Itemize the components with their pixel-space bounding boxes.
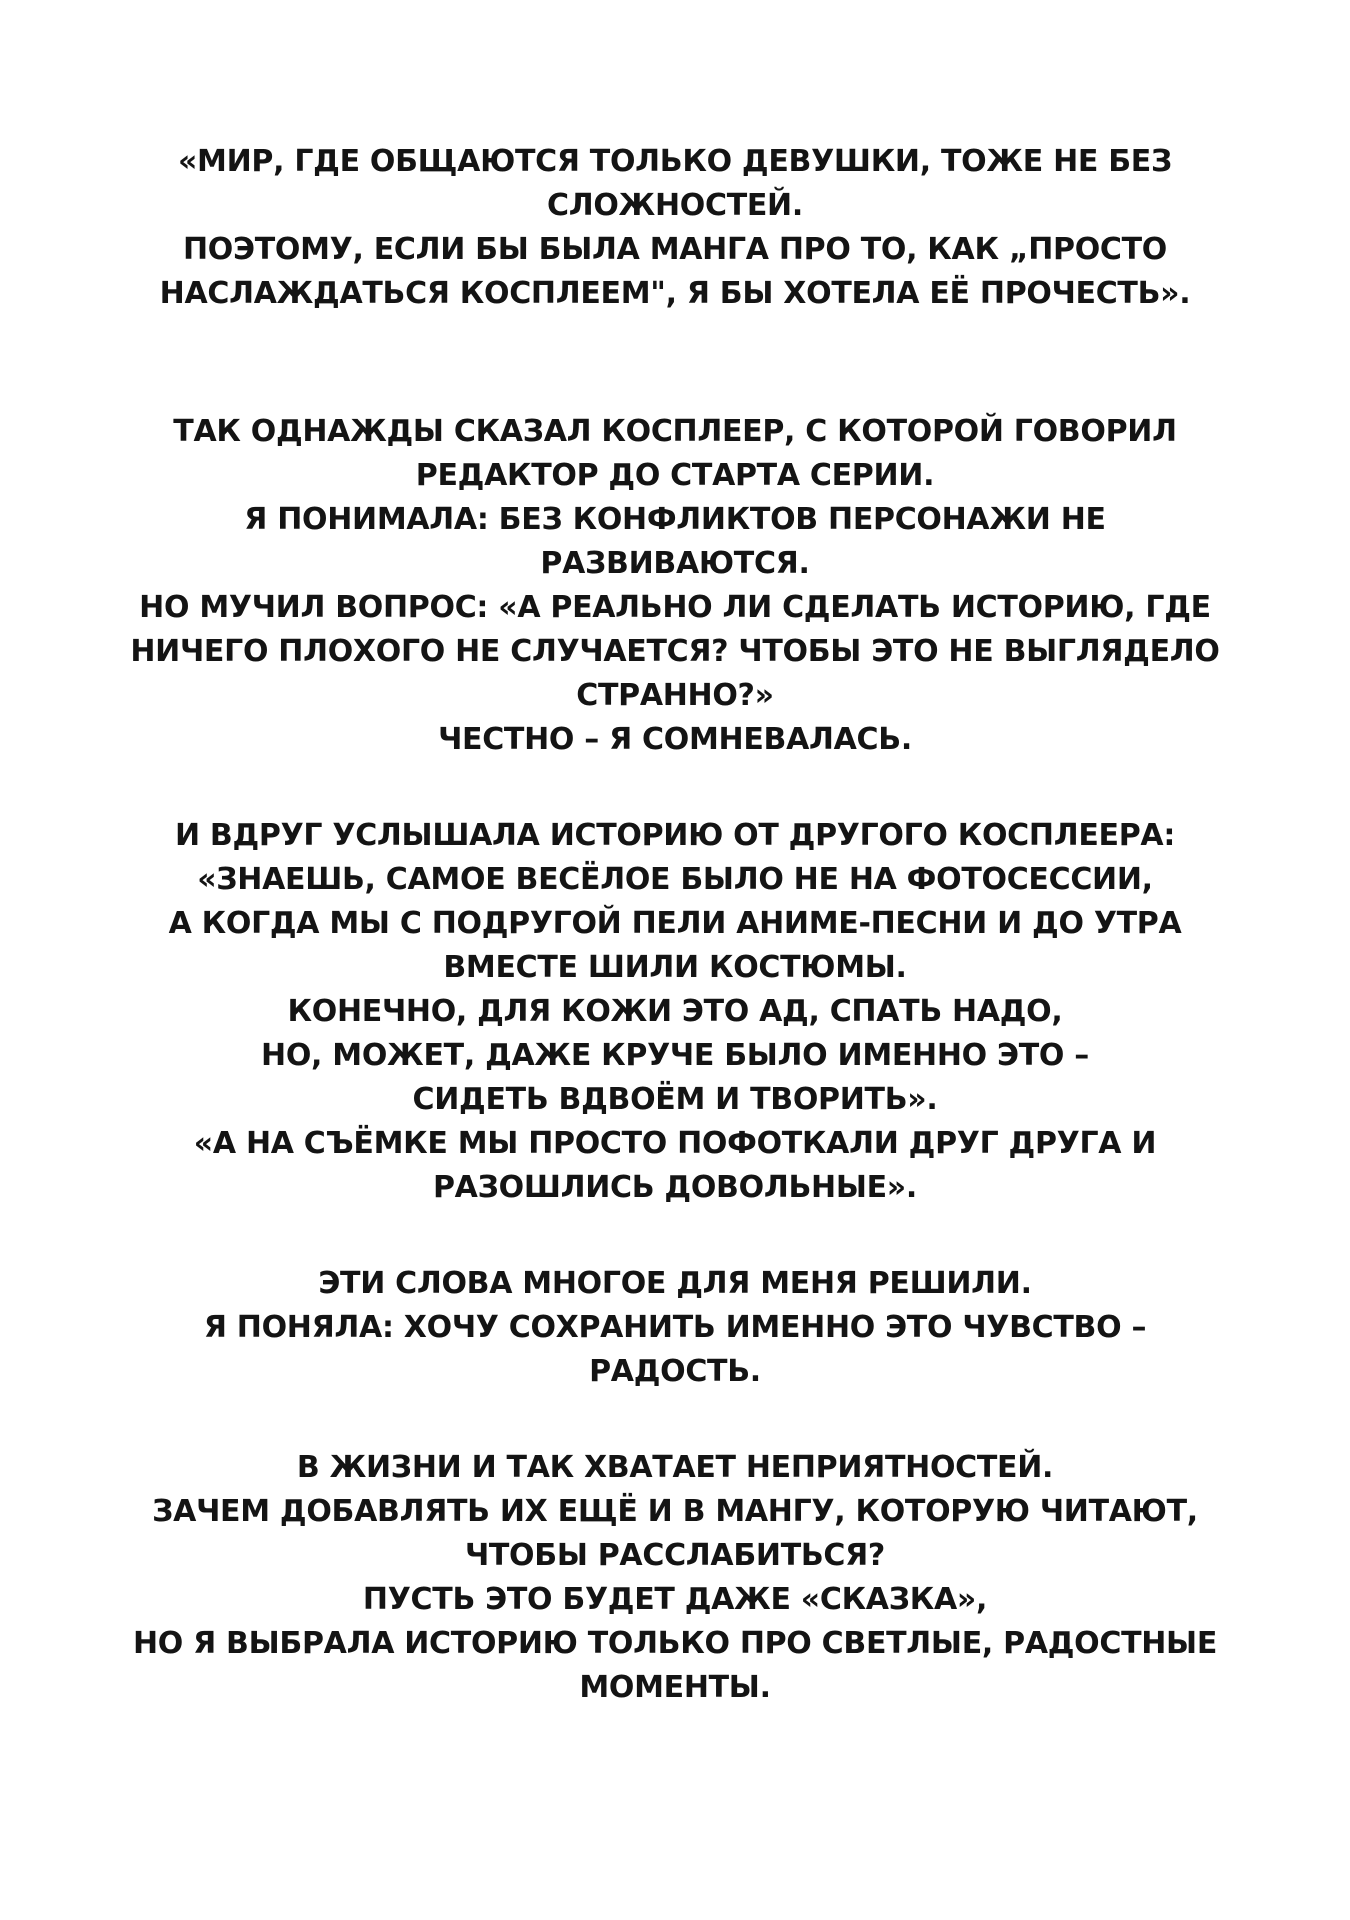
text-line: СТРАННО?» (576, 678, 774, 713)
text-line: РАЗОШЛИСЬ ДОВОЛЬНЫЕ». (433, 1170, 917, 1205)
text-line: РАДОСТЬ. (589, 1354, 761, 1389)
text-line: «А НА СЪЁМКЕ МЫ ПРОСТО ПОФОТКАЛИ ДРУГ ДРУГА И (193, 1126, 1157, 1161)
text-line: «МИР, ГДЕ ОБЩАЮТСЯ ТОЛЬКО ДЕВУШКИ, ТОЖЕ НЕ БЕЗ (177, 144, 1173, 179)
paragraph (50, 140, 1300, 316)
text-line: КОНЕЧНО, ДЛЯ КОЖИ ЭТО АД, СПАТЬ НАДО, (287, 994, 1063, 1029)
paragraph (50, 410, 1300, 762)
text-line: В ЖИЗНИ И ТАК ХВАТАЕТ НЕПРИЯТНОСТЕЙ. (296, 1450, 1054, 1485)
text-line: ПОЭТОМУ, ЕСЛИ БЫ БЫЛА МАНГА ПРО ТО, КАК „ПРОСТО (182, 232, 1168, 267)
text-line: ЗАЧЕМ ДОБАВЛЯТЬ ИХ ЕЩЁ И В МАНГУ, КОТОРУЮ ЧИТАЮТ, (152, 1494, 1198, 1529)
text-line: Я ПОНЯЛА: ХОЧУ СОХРАНИТЬ ИМЕННО ЭТО ЧУВСТВО – (203, 1310, 1147, 1345)
paragraph (50, 1446, 1300, 1710)
text-line: НО МУЧИЛ ВОПРОС: «А РЕАЛЬНО ЛИ СДЕЛАТЬ ИСТОРИЮ, ГДЕ (139, 590, 1211, 625)
text-line: ТАК ОДНАЖДЫ СКАЗАЛ КОСПЛЕЕР, С КОТОРОЙ ГОВОРИЛ (173, 414, 1177, 449)
text-line: СЛОЖНОСТЕЙ. (547, 188, 803, 223)
text-line: РАЗВИВАЮТСЯ. (540, 546, 810, 581)
text-line: СИДЕТЬ ВДВОЁМ И ТВОРИТЬ». (412, 1082, 938, 1117)
text-line: И ВДРУГ УСЛЫШАЛА ИСТОРИЮ ОТ ДРУГОГО КОСПЛЕЕРА: (174, 818, 1176, 853)
text-line: Я ПОНИМАЛА: БЕЗ КОНФЛИКТОВ ПЕРСОНАЖИ НЕ (244, 502, 1106, 537)
text-line: РЕДАКТОР ДО СТАРТА СЕРИИ. (415, 458, 935, 493)
text-line: НО, МОЖЕТ, ДАЖЕ КРУЧЕ БЫЛО ИМЕННО ЭТО – (261, 1038, 1089, 1073)
text-line: ВМЕСТЕ ШИЛИ КОСТЮМЫ. (443, 950, 907, 985)
paragraph (50, 814, 1300, 1210)
text-line: ЭТИ СЛОВА МНОГОЕ ДЛЯ МЕНЯ РЕШИЛИ. (318, 1266, 1032, 1301)
text-line: МОМЕНТЫ. (579, 1670, 771, 1705)
text-line: «ЗНАЕШЬ, САМОЕ ВЕСЁЛОЕ БЫЛО НЕ НА ФОТОСЕССИИ, (197, 862, 1153, 897)
text-line: ПУСТЬ ЭТО БУДЕТ ДАЖЕ «СКАЗКА», (362, 1582, 988, 1617)
text-line: ЧЕСТНО – Я СОМНЕВАЛАСЬ. (438, 722, 912, 757)
afterword-text (50, 140, 1300, 1762)
text-line: НАСЛАЖДАТЬСЯ КОСПЛЕЕМ", Я БЫ ХОТЕЛА ЕЁ ПРОЧЕСТЬ». (159, 276, 1191, 311)
paragraph (50, 1262, 1300, 1394)
text-line: ЧТОБЫ РАССЛАБИТЬСЯ? (464, 1538, 886, 1573)
text-line: А КОГДА МЫ С ПОДРУГОЙ ПЕЛИ АНИМЕ-ПЕСНИ И ДО УТРА (168, 906, 1182, 941)
text-line: НО Я ВЫБРАЛА ИСТОРИЮ ТОЛЬКО ПРО СВЕТЛЫЕ, РАДОСТНЫЕ (132, 1626, 1218, 1661)
text-line: НИЧЕГО ПЛОХОГО НЕ СЛУЧАЕТСЯ? ЧТОБЫ ЭТО НЕ ВЫГЛЯДЕЛО (130, 634, 1220, 669)
